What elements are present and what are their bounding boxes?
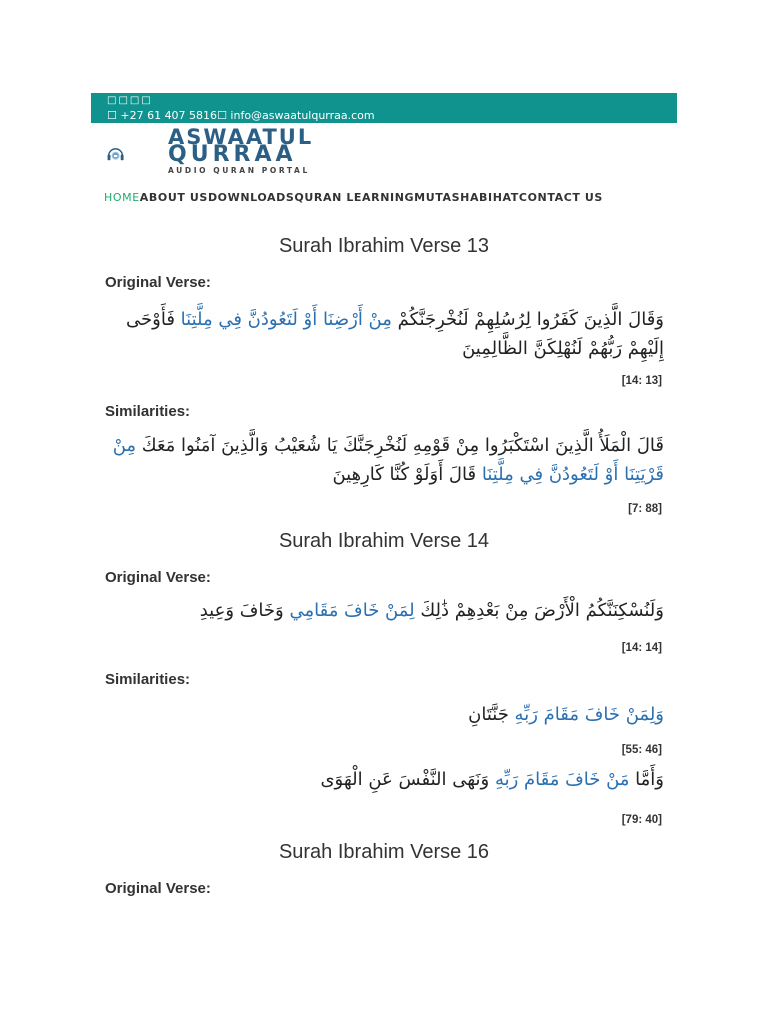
email-link[interactable]: info@aswaatulqurraa.com bbox=[230, 109, 375, 122]
top-bar bbox=[91, 93, 677, 123]
contact-info bbox=[107, 109, 375, 122]
section-title: Surah Ibrahim Verse 16 bbox=[278, 841, 490, 863]
verse-text: وَأَمَّا bbox=[629, 769, 664, 790]
nav-contact-us[interactable]: CONTACT US bbox=[518, 191, 603, 204]
verse-text: وَنَهَى النَّفْسَ عَنِ الْهَوَى bbox=[320, 769, 495, 790]
verse-highlight: وَلِمَنْ خَافَ مَقَامَ رَبِّهِ bbox=[514, 704, 664, 725]
original-verse-text bbox=[100, 596, 664, 625]
verse-highlight: مَنْ خَافَ مَقَامَ رَبِّهِ bbox=[494, 769, 630, 790]
verse-reference: [7: 88] bbox=[628, 503, 662, 515]
nav-about-us[interactable]: ABOUT US bbox=[139, 191, 208, 204]
main-nav bbox=[104, 191, 603, 204]
similar-verse-text bbox=[100, 431, 664, 489]
verse-text: جَنَّتَانِ bbox=[468, 704, 515, 725]
section-title: Surah Ibrahim Verse 13 bbox=[278, 235, 490, 257]
original-verse-label: Original Verse: bbox=[105, 880, 211, 897]
original-verse-text bbox=[100, 305, 664, 363]
verse-highlight: مِنْ قَرْيَتِنَا أَوْ لَتَعُودُنَّ فِي مِلَّتِنَا bbox=[112, 435, 664, 485]
verse-reference: [14: 13] bbox=[621, 375, 662, 387]
verse-highlight: لِمَنْ خَافَ مَقَامِي bbox=[289, 600, 415, 621]
verse-text: وَخَافَ وَعِيدِ bbox=[199, 600, 290, 621]
verse-highlight: مِنْ أَرْضِنَا أَوْ لَتَعُودُنَّ فِي مِلَّتِنَا bbox=[180, 309, 392, 330]
verse-text: وَلَنُسْكِنَنَّكُمُ الْأَرْضَ مِنْ بَعْدِهِمْ ذَٰلِكَ bbox=[414, 600, 664, 621]
similar-verse-text bbox=[100, 700, 664, 729]
phone-icon: ☐ bbox=[107, 109, 121, 122]
email-icon: ☐ bbox=[217, 109, 231, 122]
original-verse-label: Original Verse: bbox=[105, 274, 211, 291]
verse-reference: [79: 40] bbox=[621, 814, 662, 826]
logo-tagline: AUDIO QURAN PORTAL bbox=[168, 166, 310, 175]
logo-line1[interactable]: ASWAATUL bbox=[168, 125, 314, 149]
verse-text: فَأَوْحَى إِلَيْهِمْ رَبُّهُمْ لَنُهْلِكَنَّ الظَّالِمِينَ bbox=[126, 309, 664, 359]
nav-mutashabihat[interactable]: MUTASHABIHAT bbox=[414, 191, 519, 204]
nav-quran-learning[interactable]: QURAN LEARNING bbox=[294, 191, 415, 204]
nav-home[interactable]: HOME bbox=[104, 191, 140, 204]
section-title: Surah Ibrahim Verse 14 bbox=[278, 530, 490, 552]
verse-reference: [14: 14] bbox=[621, 642, 662, 654]
original-verse-label: Original Verse: bbox=[105, 569, 211, 586]
nav-downloads[interactable]: DOWNLOADS bbox=[207, 191, 295, 204]
verse-text: قَالَ الْمَلَأُ الَّذِينَ اسْتَكْبَرُوا مِنْ قَوْمِهِ لَنُخْرِجَنَّكَ يَا شُعَيْبُ وَالَّذِينَ آمَنُوا مَعَكَ bbox=[136, 435, 664, 456]
verse-text: قَالَ أَوَلَوْ كُنَّا كَارِهِينَ bbox=[332, 464, 482, 485]
verse-text: وَقَالَ الَّذِينَ كَفَرُوا لِرُسُلِهِمْ لَنُخْرِجَنَّكُمْ bbox=[391, 309, 664, 330]
social-icons[interactable]: □□□□ bbox=[107, 95, 153, 106]
logo-line2[interactable]: QURRAA bbox=[168, 142, 297, 167]
verse-reference: [55: 46] bbox=[621, 744, 662, 756]
phone-number[interactable]: +27 61 407 5816 bbox=[120, 109, 218, 122]
similarities-label: Similarities: bbox=[105, 671, 191, 688]
similar-verse-text bbox=[100, 765, 664, 794]
similarities-label: Similarities: bbox=[105, 403, 191, 420]
headphones-logo-icon[interactable] bbox=[107, 126, 167, 182]
